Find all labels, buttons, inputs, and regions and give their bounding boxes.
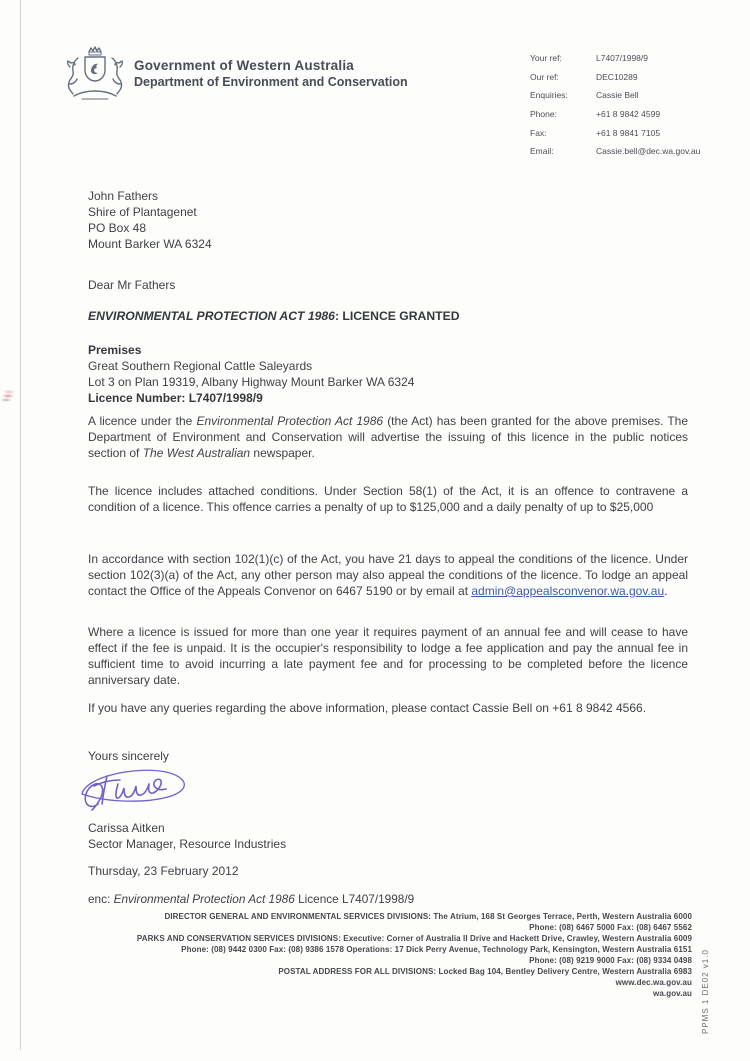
footer-line-postal: POSTAL ADDRESS FOR ALL DIVISIONS: Locked Bag 104, Bentley Delivery Centre, Western Australia 6983 (278, 967, 692, 976)
signature (76, 764, 208, 824)
subject-suffix: : LICENCE GRANTED (334, 309, 460, 323)
enclosure-line (88, 891, 688, 907)
ref-value: DEC10289 (596, 71, 638, 82)
text-segment: (the Act) has been granted for the above premises. The Department of Environment and Conservation will advertise the issuing of this licence in the public notices section of (88, 414, 689, 460)
ref-value: +61 8 9841 7105 (596, 127, 661, 138)
appeals-email-link[interactable]: admin@appealsconvenor.wa.gov.au (471, 584, 665, 598)
ref-label: Email: (530, 146, 554, 157)
ref-label: Phone: (530, 109, 557, 120)
subject-act-title: ENVIRONMENTAL PROTECTION ACT 1986 (88, 309, 335, 323)
ref-our-ref (530, 72, 700, 91)
ref-label: Fax: (530, 127, 547, 138)
text-segment: A licence under the (88, 414, 197, 428)
form-code-vertical-label: PPMS 1 DE02 v1.0 (701, 949, 710, 1034)
paragraph-licence-granted (88, 413, 688, 461)
subject-line (88, 308, 688, 324)
text-segment: . (664, 584, 668, 598)
premises-name: Great Southern Regional Cattle Saleyards (88, 359, 313, 373)
ref-label: Enquiries: (530, 90, 568, 101)
scan-edge-line (20, 0, 21, 1050)
ref-value: Cassie Bell (596, 90, 639, 101)
department-letterhead (134, 58, 408, 89)
text-segment: newspaper. (250, 446, 315, 460)
wa-coat-of-arms-icon (60, 44, 130, 111)
signatory-block (88, 820, 688, 852)
ref-fax (530, 128, 700, 147)
recipient-name: John Fathers (88, 189, 159, 203)
footer-wa-gov: wa.gov.au (653, 989, 692, 998)
enc-suffix: Licence L7407/1998/9 (294, 892, 415, 906)
recipient-pobox: PO Box 48 (88, 221, 147, 235)
ref-your-ref (530, 53, 700, 72)
ref-value: Cassie.bell@dec.wa.gov.au (596, 146, 701, 157)
recipient-org: Shire of Plantagenet (88, 205, 197, 219)
premises-block (88, 342, 688, 406)
reference-block (530, 53, 700, 165)
recipient-address (88, 188, 688, 252)
government-title: Government of Western Australia (134, 58, 354, 73)
act-title-italic: Environmental Protection Act 1986 (196, 414, 384, 428)
salutation: Dear Mr Fathers (88, 278, 176, 292)
ref-phone (530, 109, 700, 128)
letter-date: Thursday, 23 February 2012 (88, 864, 239, 878)
letterhead-footer (60, 911, 692, 999)
signatory-title: Sector Manager, Resource Industries (88, 837, 287, 851)
footer-website: www.dec.wa.gov.au (615, 978, 692, 987)
footer-line-dg-phone: Phone: (08) 6467 5000 Fax: (08) 6467 5562 (529, 923, 692, 932)
text-segment: In accordance with section 102(1)(c) of the Act, you have 21 days to appeal the conditions of the licence. Under section 102(3)(a) of the Act, any other person may also appeal the conditions of the licence. To lodge an appeal contact the Office of the Appeals Convenor on 6467 5190 or by email at (88, 552, 688, 598)
recipient-locality: Mount Barker WA 6324 (88, 237, 212, 251)
footer-line-ops-phone: Phone: (08) 9219 9000 Fax: (08) 9334 0498 (529, 956, 692, 965)
ref-label: Your ref: (530, 53, 562, 63)
footer-line-parks-phone: Phone: (08) 9442 0300 Fax: (08) 9386 1578 Operations: 17 Dick Perry Avenue, Technology Park, Kensington, Western Australia 6151 (181, 945, 692, 954)
licence-number: Licence Number: L7407/1998/9 (88, 391, 263, 405)
ref-email (530, 146, 700, 165)
footer-line-director-general: DIRECTOR GENERAL AND ENVIRONMENTAL SERVICES DIVISIONS: The Atrium, 168 St Georges Terrace, Perth, Western Australia 6000 (164, 912, 692, 921)
paragraph-annual-fee: Where a licence is issued for more than one year it requires payment of an annual fee and will cease to have effect if the fee is unpaid. It is the occupier's responsibility to lodge a fee application and pay the annual fee in sufficient time to avoid incurring a late payment fee and for processing to be completed before the licence anniversary date. (88, 625, 688, 687)
enc-prefix: enc: (88, 892, 114, 906)
ref-value: +61 8 9842 4599 (596, 109, 661, 120)
enc-act-italic: Environmental Protection Act 1986 (113, 892, 295, 906)
scan-smudge-artifact (0, 388, 19, 405)
valediction: Yours sincerely (88, 749, 169, 763)
signatory-name: Carissa Aitken (88, 821, 165, 835)
footer-line-parks: PARKS AND CONSERVATION SERVICES DIVISIONS: Executive: Corner of Australia II Drive and Hackett Drive, Crawley, Western Australia 6009 (136, 934, 692, 943)
paragraph-appeals (88, 551, 688, 599)
newspaper-title-italic: The West Australian (142, 446, 251, 460)
premises-address: Lot 3 on Plan 19319, Albany Highway Mount Barker WA 6324 (88, 375, 415, 389)
paragraph-conditions-penalty: The licence includes attached conditions. Under Section 58(1) of the Act, it is an offence to contravene a condition of a licence. This offence carries a penalty of up to $125,000 and a daily penalty of up to $25,000 (88, 484, 688, 514)
ref-value: L7407/1998/9 (596, 53, 648, 63)
department-title: Department of Environment and Conservation (134, 75, 408, 89)
ref-label: Our ref: (530, 71, 559, 82)
paragraph-queries-contact: If you have any queries regarding the above information, please contact Cassie Bell on +61 8 9842 4566. (88, 701, 647, 715)
premises-heading: Premises (88, 343, 142, 357)
ref-enquiries (530, 90, 700, 109)
